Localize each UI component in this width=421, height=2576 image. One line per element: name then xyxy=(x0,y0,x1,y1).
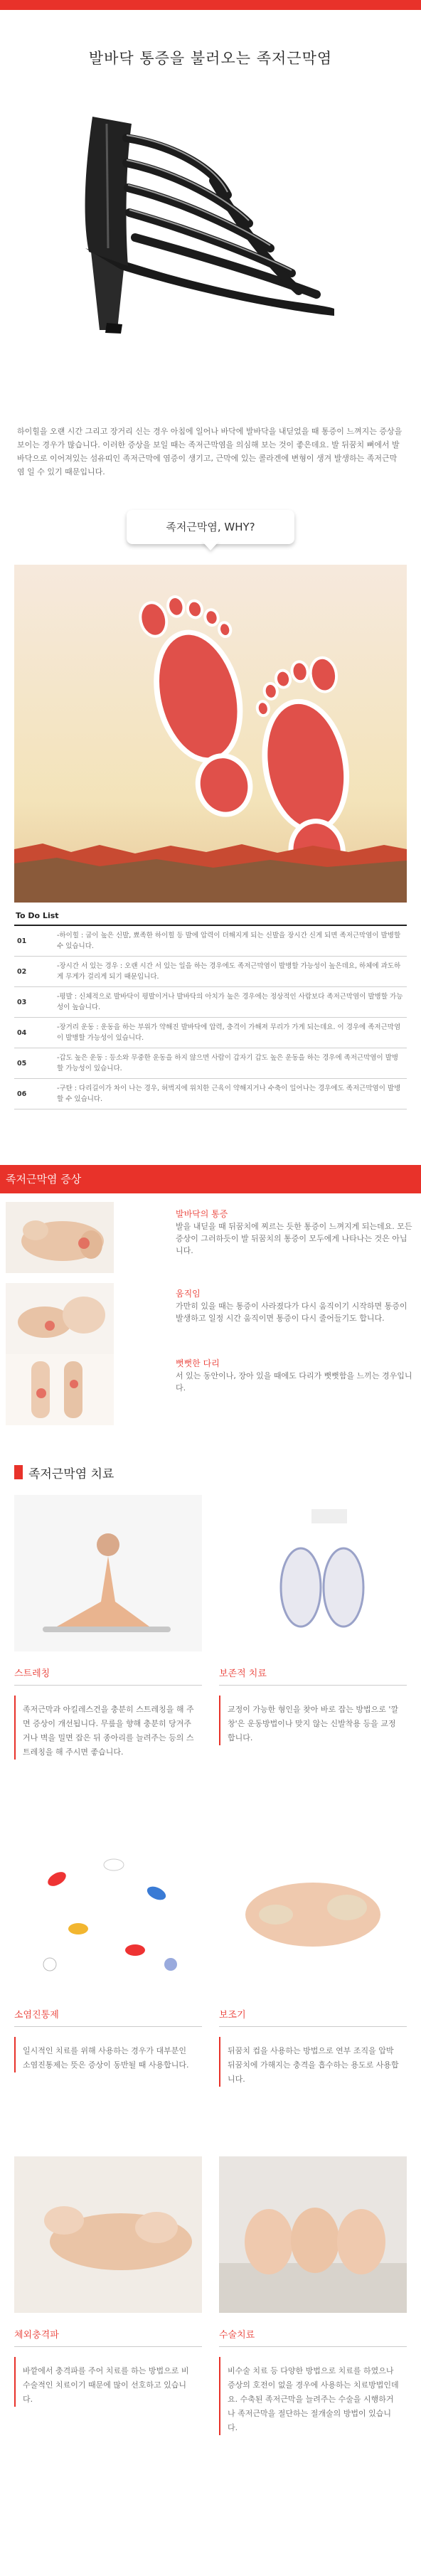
walking-foot-image xyxy=(6,1283,114,1354)
foot-pain-image xyxy=(6,1202,114,1273)
treatment-label: 체외충격파 xyxy=(14,2327,202,2347)
treatment-desc: 바깥에서 충격파를 주어 치료를 하는 방법으로 비 수술적인 치료이기 때문에 많이 선호하고 있습니다. xyxy=(14,2357,202,2407)
top-accent-bar xyxy=(0,0,421,10)
row-text: -장시간 서 있는 경우 : 오랜 시간 서 있는 일을 하는 경우에도 족저근막염이 발병할 가능성이 높은데요, 하체에 과도하게 무게가 걸리게 되기 때문입니다. xyxy=(54,957,407,987)
table-row xyxy=(14,957,407,987)
symptom-title: 발바닥의 통증 xyxy=(176,1209,228,1219)
section-marker xyxy=(14,1465,23,1479)
treatment-desc: 비수술 치료 등 다양한 방법으로 치료를 하였으나 증상의 호전이 없을 경우에 사용하는 치료방법인데요. 수축된 족저근막을 늘려주는 수술을 시행하거나 족저근막을 절단하는 절개술의 방법이 있습니다. xyxy=(219,2357,407,2435)
symptom-title: 뻣뻣한 다리 xyxy=(176,1358,220,1368)
table-row xyxy=(14,1079,407,1109)
symptom-desc: 서 있는 동안이나, 장아 있을 때에도 다리가 뻣뻣함을 느끼는 경우입니다. xyxy=(176,1371,412,1393)
todo-table xyxy=(14,925,407,1109)
row-text: -구탄 : 다리길이가 차이 나는 경우, 허벅지에 위치한 근육이 약해지거나 수축이 일어나는 경우에도 족저근막염이 발병할 수 있습니다. xyxy=(54,1079,407,1109)
symptom-desc: 가만히 있을 때는 통증이 사라졌다가 다시 움직이기 시작하면 통증이 발생하고 일정 시간 움직이면 통증이 다시 줄어들기도 합니다. xyxy=(176,1302,407,1323)
row-text: -장거리 운동 : 운동을 하는 부위가 약해진 발바닥에 압력, 충격이 가해져 무리가 가게 되는데요. 이 경우에 족저근막염이 발병할 가능성이 있습니다. xyxy=(54,1018,407,1048)
shockwave-therapy-image xyxy=(14,2156,202,2313)
treatment-desc: 교정이 가능한 형인을 찾아 바로 잡는 방법으로 '깔창'은 운동방법이나 맞지 않는 신발착용 등을 교정합니다. xyxy=(219,1696,407,1745)
treatment-card xyxy=(219,2156,418,2435)
treatment-label: 스트레칭 xyxy=(14,1666,202,1686)
symptom-item xyxy=(0,1280,421,1354)
bare-feet-image xyxy=(219,2156,407,2313)
treatment-label: 소염진통제 xyxy=(14,2007,202,2027)
row-number: 02 xyxy=(14,957,54,987)
symptom-item xyxy=(0,1354,421,1424)
high-heel-sandal-image xyxy=(0,95,421,383)
table-row xyxy=(14,1048,407,1079)
row-text: -갑도 높은 운동 : 등소와 무중한 운동을 하지 않으면 사람이 갑자기 갑도 높은 운동을 하는 경우에 족저근막염이 발병할 가능성이 있습니다. xyxy=(54,1048,407,1079)
treatment-desc: 족저근막과 아킬레스건을 충분히 스트레칭을 해 주면 증상이 개선됩니다. 무릎을 향해 충분히 당겨주거나 벽을 밀면 잡은 뒤 종아리를 늘려주는 등의 스트레칭을 해 주시면 좋습니다. xyxy=(14,1696,202,1760)
treatment-section-title: 족저근막염 치료 xyxy=(28,1467,114,1481)
treatment-card xyxy=(219,1495,418,1745)
treatment-label: 수술치료 xyxy=(219,2327,407,2347)
treatment-card xyxy=(219,1836,418,2087)
table-row xyxy=(14,1018,407,1048)
why-callout xyxy=(0,497,421,565)
row-number: 01 xyxy=(14,925,54,957)
treatment-grid xyxy=(0,1495,421,2576)
why-bubble-tail xyxy=(202,541,219,550)
symptom-title: 움직임 xyxy=(176,1289,201,1299)
row-number: 05 xyxy=(14,1048,54,1079)
insoles-image xyxy=(219,1495,407,1651)
treatment-card xyxy=(14,1495,213,1760)
footprints-illustration xyxy=(14,565,407,903)
table-row xyxy=(14,925,407,957)
treatment-header xyxy=(0,1424,421,1495)
symptom-item xyxy=(0,1193,421,1280)
symptom-desc: 발을 내딛을 때 뒤꿈치에 찌르는 듯한 통증이 느껴지게 되는데요. 모든 증상이 그러하듯이 발 뒤꿈치의 통증이 모두에게 나타나는 것은 아닙니다. xyxy=(176,1222,412,1255)
treatment-card xyxy=(14,1836,213,2072)
why-bubble: 족저근막염, WHY? xyxy=(127,510,294,544)
treatment-desc: 일시적인 치료를 위해 사용하는 경우가 대부분인 소염진통제는 뜻은 증상이 동반될 때 사용합니다. xyxy=(14,2037,202,2072)
intro-paragraph: 하이힐을 오랜 시간 그리고 장거리 신는 경우 아침에 일어나 바닥에 발바닥을 내딛었을 때 통증이 느껴지는 증상을 보이는 경우가 많습니다. 이러한 증상을 보일 때는 족저근막염을 의심해 보는 것이 좋은데요. 발 뒤꿈치 뼈에서 발바닥으로 이어져있는 섬유띠인 족저근막에 염증이 생기고, 근막에 있는 콜라겐에 변형이 생겨 발생하는 족저근막염 일 수 있기 때문입니다. xyxy=(17,427,403,477)
row-text: -하이힐 : 굽이 높은 신발, 뾰족한 하이힐 등 발에 압력이 더해지게 되는 신발을 장시간 신게 되면 족저근막염이 발병할 수 있습니다. xyxy=(54,925,407,957)
row-text: -평발 : 신체적으로 발바닥이 평발이거나 발바닥의 아치가 높은 경우에는 정상적인 사람보다 족저근막염이 발병할 가능성이 높습니다. xyxy=(54,987,407,1018)
foot-brace-image xyxy=(219,1836,407,1993)
symptoms-section-title: 족저근막염 증상 xyxy=(0,1165,421,1193)
treatment-label: 보존적 치료 xyxy=(219,1666,407,1686)
row-number: 03 xyxy=(14,987,54,1018)
row-number: 06 xyxy=(14,1079,54,1109)
stiff-legs-image xyxy=(6,1354,114,1425)
treatment-desc: 뒤꿈치 컵을 사용하는 방법으로 연부 조직을 압박 뒤꿈치에 가해지는 충격을 흡수하는 용도로 사용합니다. xyxy=(219,2037,407,2087)
row-number: 04 xyxy=(14,1018,54,1048)
treatment-card xyxy=(14,2156,213,2407)
treatment-label: 보조기 xyxy=(219,2007,407,2027)
todo-list-title: To Do List xyxy=(16,911,59,920)
stretching-image xyxy=(14,1495,202,1651)
pills-image xyxy=(14,1836,202,1993)
table-row xyxy=(14,987,407,1018)
page-title: 발바닥 통증을 불러오는 족저근막염 xyxy=(88,50,333,67)
